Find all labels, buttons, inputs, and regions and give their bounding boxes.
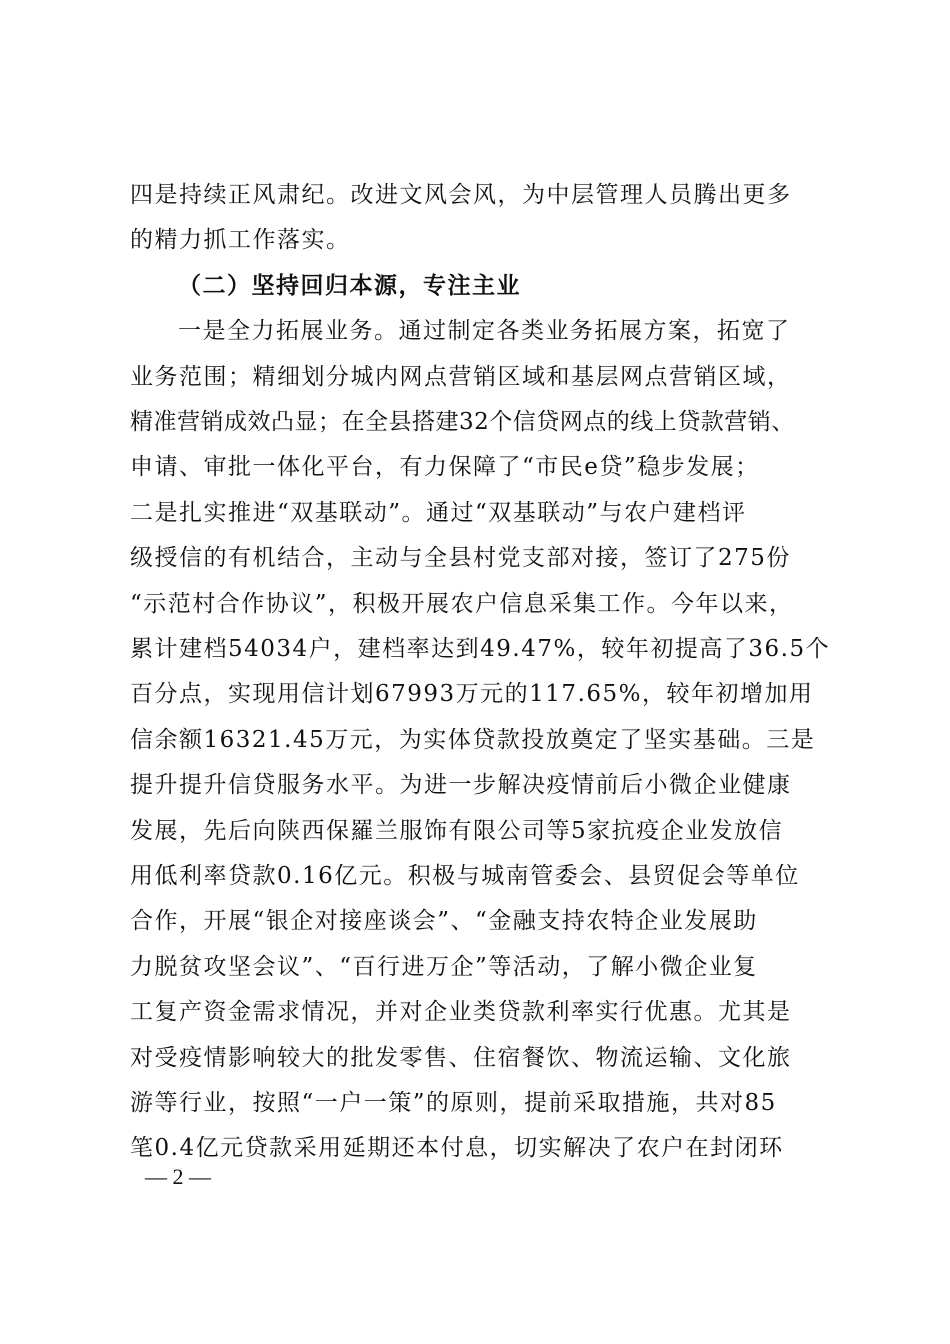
text-line: 笔0.4亿元贷款采用延期还本付息，切实解决了农户在封闭环 <box>130 1135 784 1161</box>
text-line: 累计建档54034户，建档率达到49.47%，较年初提高了36.5个 <box>130 636 831 662</box>
text-line: “示范村合作协议”，积极开展农户信息采集工作。今年以来， <box>130 591 794 617</box>
text-line: 业务范围；精细划分城内网点营销区域和基层网点营销区域， <box>130 364 792 390</box>
section-heading: （二）坚持回归本源，专注主业 <box>178 272 521 299</box>
text-line: 工复产资金需求情况，并对企业类贷款利率实行优惠。尤其是 <box>130 999 792 1025</box>
text-line: 力脱贫攻坚会议”、“百行进万企”等活动，了解小微企业复 <box>130 954 758 980</box>
text-line: 一是全力拓展业务。通过制定各类业务拓展方案，拓宽了 <box>178 318 791 344</box>
text-line: 精准营销成效凸显；在全县搭建32个信贷网点的线上贷款营销、 <box>130 409 795 435</box>
text-line: 四是持续正风肃纪。改进文风会风，为中层管理人员腾出更多 <box>130 182 792 208</box>
page-number: — 2 — <box>145 1164 211 1189</box>
text-line: 的精力抓工作落实。 <box>130 227 351 253</box>
text-line: 提升提升信贷服务水平。为进一步解决疫情前后小微企业健康 <box>130 772 792 798</box>
text-line: 合作，开展“银企对接座谈会”、“金融支持农特企业发展助 <box>130 908 758 934</box>
text-line: 级授信的有机结合，主动与全县村党支部对接，签订了275份 <box>130 545 791 571</box>
text-line: 发展，先后向陕西保羅兰服饰有限公司等5家抗疫企业发放信 <box>130 818 784 844</box>
text-line: 游等行业，按照“一户一策”的原则，提前采取措施，共对85 <box>130 1090 777 1116</box>
text-line: 百分点，实现用信计划67993万元的117.65%，较年初增加用 <box>130 681 814 707</box>
text-line: 申请、审批一体化平台，有力保障了“市民e贷”稳步发展； <box>130 454 760 480</box>
text-line: 用低利率贷款0.16亿元。积极与城南管委会、县贸促会等单位 <box>130 863 800 889</box>
text-line: 信余额16321.45万元，为实体贷款投放奠定了坚实基础。三是 <box>130 727 816 753</box>
text-line: 二是扎实推进“双基联动”。通过“双基联动”与农户建档评 <box>130 500 747 526</box>
text-line: 对受疫情影响较大的批发零售、住宿餐饮、物流运输、文化旅 <box>130 1045 792 1071</box>
